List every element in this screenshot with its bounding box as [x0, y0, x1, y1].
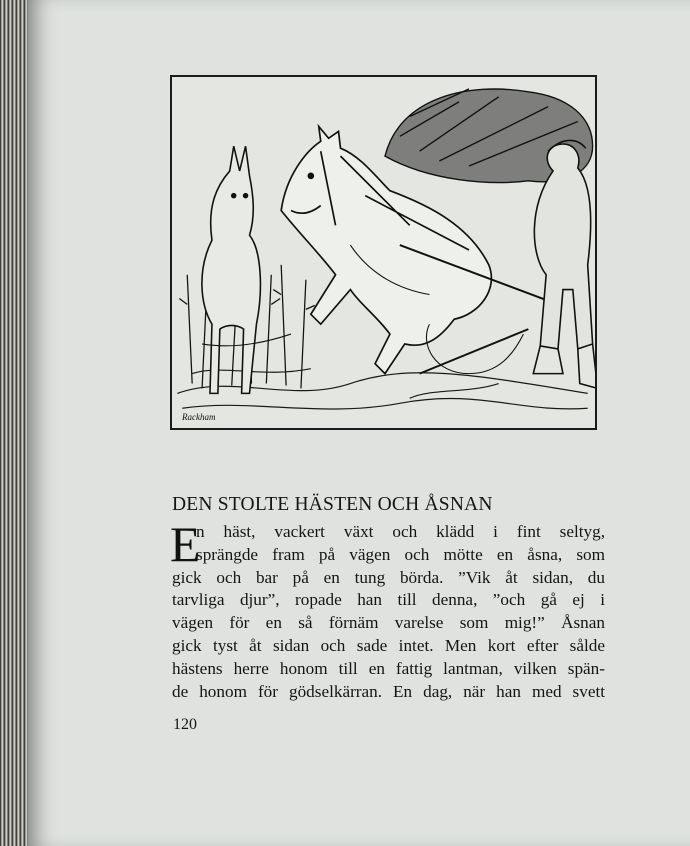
- body-line: de honom för gödselkärran. En dag, när han med svett: [172, 681, 605, 701]
- story-title: DEN STOLTE HÄSTEN OCH ÅSNAN: [172, 494, 493, 515]
- body-line: gick tyst åt sidan och sade intet. Men kort efter sålde: [172, 635, 605, 655]
- ink-drawing: [172, 77, 595, 428]
- body-line: vägen för en så förnäm varelse som mig!” Åsnan: [172, 613, 605, 633]
- illustrator-signature: Rackham: [182, 412, 216, 422]
- body-line: hästens herre honom till en fattig lantman, vilken spän-: [172, 658, 605, 678]
- story-body: [170, 516, 605, 703]
- body-line: n häst, vackert växt och klädd i fint seltyg,: [196, 522, 605, 541]
- body-line: sprängde fram på vägen och mötte en åsna, som: [196, 544, 605, 564]
- body-line: tarvliga djur”, ropade han till denna, ”och gå ej i: [172, 590, 605, 610]
- drop-cap: E: [170, 516, 201, 572]
- body-line: gick och bar på en tung börda. ”Vik åt sidan, du: [172, 567, 605, 587]
- page-number: 120: [173, 716, 197, 733]
- illustration-horse-and-donkey: [170, 75, 597, 430]
